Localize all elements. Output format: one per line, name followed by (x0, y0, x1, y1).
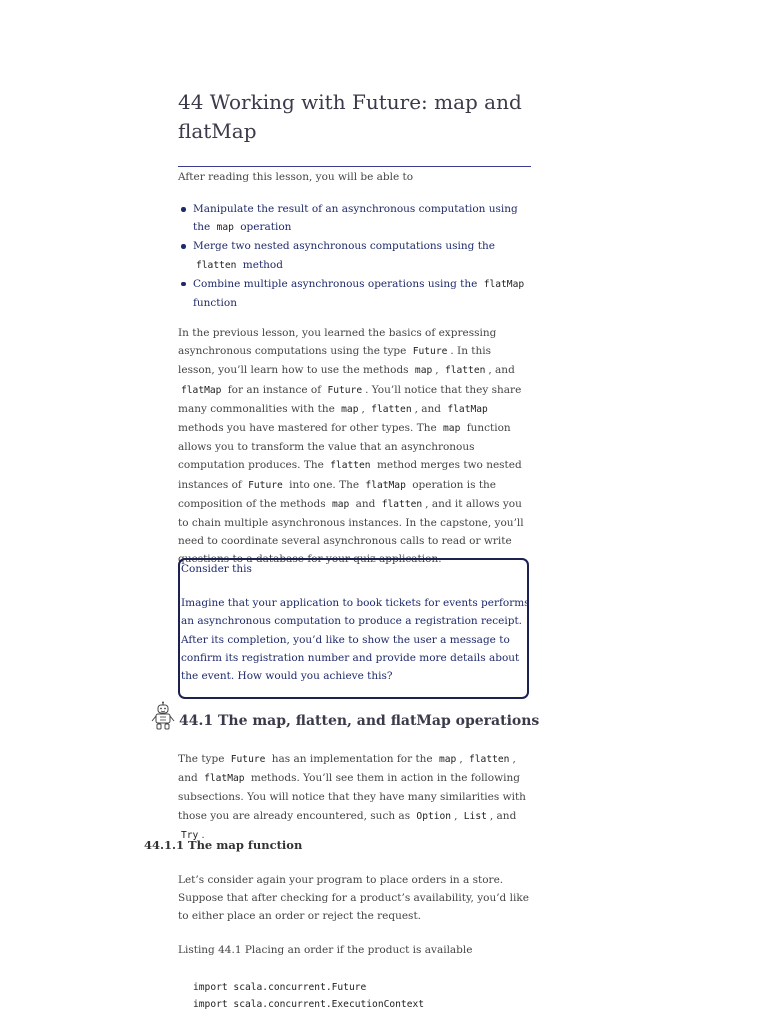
para-text: The type (178, 753, 225, 765)
inline-code: map (331, 498, 350, 510)
inline-code: Future (412, 346, 448, 358)
code-line: import scala.concurrent.Future (193, 982, 367, 993)
objectives-intro: After reading this lesson, you will be able to (178, 171, 414, 183)
inline-code: flatten (381, 498, 423, 510)
para-text: , and it allows you to chain multiple asynchronous instances. In the capstone, you’ll need to coordinate several asynchronous calls to read or write questions to a database for your quiz application. (178, 497, 524, 566)
inline-code: map (438, 754, 457, 765)
code-line: import scala.concurrent.ExecutionContext (193, 998, 425, 1010)
inline-code: flatMap (447, 403, 488, 415)
para-text: In the previous lesson, you learned the basics of expressing asynchronous computations using the type (178, 327, 497, 358)
inline-code: map (414, 365, 433, 377)
robot-icon (148, 701, 178, 731)
objective-item (178, 237, 531, 274)
inline-code: map (443, 423, 461, 435)
inline-code: Future (327, 384, 363, 396)
inline-code: flatMap (181, 384, 222, 396)
inline-code: Try (181, 829, 199, 841)
inline-code: flatMap (365, 479, 406, 491)
inline-code: Future (248, 479, 283, 491)
inline-code: flatten (469, 754, 510, 765)
inline-code: Option (416, 810, 452, 822)
objective-code: flatten (196, 259, 237, 271)
consider-this-heading: Consider this (181, 563, 252, 575)
para-text: , (435, 364, 439, 377)
para-text: , and (178, 753, 516, 785)
inline-code: List (463, 810, 487, 822)
title-rule (178, 166, 531, 167)
section-heading: 44.1 The map, flatten, and flatMap operations (179, 713, 540, 729)
inline-code: flatten (330, 460, 371, 472)
para-text: methods you have mastered for other types. The (178, 422, 437, 435)
inline-code: flatten (371, 403, 412, 415)
listing-caption: Listing 44.1 Placing an order if the product is available (178, 944, 473, 956)
para-text: operation is the composition of the methods (178, 478, 497, 510)
para-text: , and (489, 809, 517, 822)
objective-item (178, 275, 531, 312)
consider-this-content (181, 560, 533, 685)
para-text: , and (414, 402, 442, 415)
objective-item (178, 200, 531, 237)
objective-text: method (242, 258, 283, 271)
para-text: . (201, 828, 205, 841)
objectives-list (178, 200, 531, 312)
inline-code: Future (230, 754, 266, 765)
consider-this-box (178, 558, 529, 699)
para-text: method merges two nested instances of (178, 459, 522, 491)
para-text: for an instance of (227, 383, 322, 396)
para-text: into one. The (289, 478, 360, 491)
objective-code: flatMap (483, 278, 525, 290)
para-text: function allows you to transform the value that an asynchronous computation produces. The (178, 422, 511, 472)
intro-paragraph (178, 324, 531, 569)
para-text: , (454, 809, 458, 822)
inline-code: map (341, 403, 359, 415)
para-text: and (355, 497, 376, 510)
subsection-heading: 44.1.1 The map function (144, 838, 303, 852)
para-text: . In this lesson, you’ll learn how to use the methods (178, 345, 492, 377)
subsection-paragraph: Let’s consider again your program to place orders in a store. Suppose that after checking for a product’s availability, you’d like to either place an order or reject the request. (178, 874, 529, 923)
para-text: . You’ll notice that they share many commonalities with the (178, 383, 522, 415)
consider-this-body: Imagine that your application to book tickets for events performs an asynchronous computation to produce a registration receipt. After its completion, you’d like to show the user a message to confirm its registration number and provide more details about the event. How would you achieve this? (181, 597, 530, 683)
para-text: , and (488, 364, 515, 377)
inline-code: flatten (444, 365, 486, 377)
para-text: , (459, 753, 463, 765)
code-listing (193, 980, 424, 1013)
objective-text: Manipulate the result of an asynchronous computation using the (193, 203, 518, 234)
para-text: , (361, 402, 365, 415)
para-text: methods. You’ll see them in action in the following subsections. You will notice that they have many similarities with those you are already encountered, such as (178, 772, 526, 822)
para-text: has an implementation for the (271, 753, 433, 765)
objective-code: map (216, 222, 234, 234)
objective-text: Merge two nested asynchronous computations using the (193, 240, 495, 253)
objective-text: operation (240, 221, 292, 234)
chapter-title: 44 Working with Future: map and flatMap (178, 90, 522, 143)
objective-text: function (193, 297, 237, 310)
objective-text: Combine multiple asynchronous operations using the (193, 277, 478, 290)
inline-code: flatMap (204, 773, 245, 785)
section-paragraph (178, 750, 531, 845)
